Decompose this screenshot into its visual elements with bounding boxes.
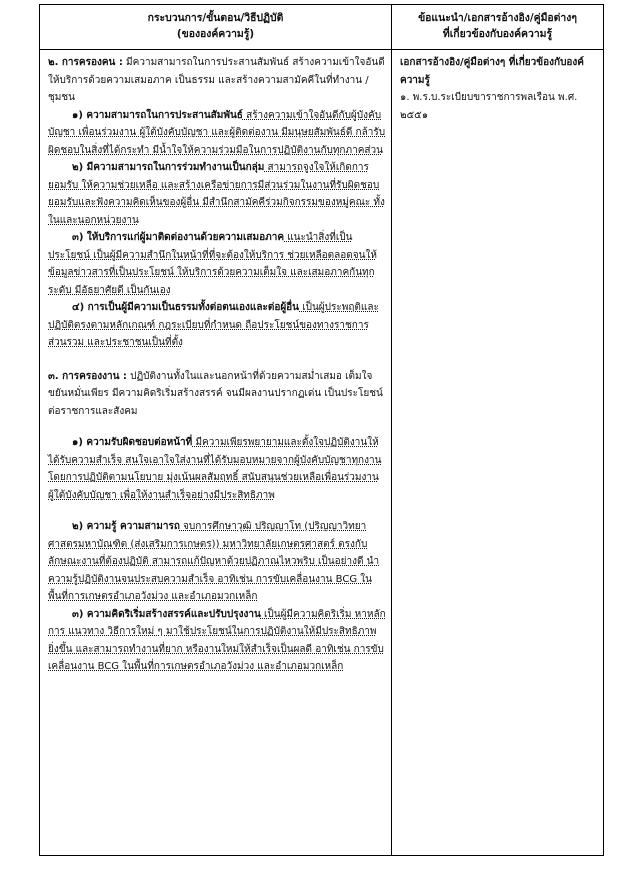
header-process-column — [40, 5, 392, 50]
work-item-1 — [48, 434, 386, 504]
people-item-4-text: เป็นผู้ประพฤติและปฏิบัติตรงตามหลักเกณฑ์ กฎระเบียบที่กำหนด ถือประโยชน์ของทางราชการ ส่วนรวม และประชาชนเป็นที่ตั้ง — [48, 302, 379, 348]
work-item-2-text: จบการศึกษาวุฒิ ปริญญาโท (ปริญญาวิทยาศาสตรมหาบัณฑิต (ส่งเสริมการเกษตร)) มหาวิทยาลัยเกษตรศาสตร์ ตรงกับลักษณะงานที่ต้องปฏิบัติ สามารถแก้ปัญหาด้วยปฏิภาณไหวพริบ เป็นอย่างดี นำความรู้ปฏิบัติงานจนประสบความสำเร็จ อาทิเช่น การขับเคลื่อนงาน BCG ในพื้นที่การเกษตรอำเภอวังม่วง และอำเภอมวกเหล็ก — [48, 521, 380, 602]
people-item-4-heading: ๔) การเป็นผู้มีความเป็นธรรมทั้งต่อตนเองและต่อผู้อื่น — [72, 302, 300, 313]
header-process-line2: (ขององค์ความรู้) — [176, 28, 255, 40]
reference-title: เอกสารอ้างอิง/คู่มือต่างๆ ที่เกี่ยวข้องกับองค์ความรู้ — [400, 57, 584, 86]
people-item-2-text: สามารถจูงใจให้เกิดการยอมรับ ให้ความช่วยเหลือ และสร้างเครือข่ายการมีส่วนร่วมในงานที่รับผิดชอบ ยอมรับและฟังความคิดเห็นของผู้อื่น มีสำนึกสามัคคีร่วมกิจกรรมของหมู่คณะ ทั้งในและนอกหน่วยงาน — [48, 162, 385, 226]
section-spacer-2 — [48, 420, 386, 434]
section-spacer-3 — [48, 504, 386, 518]
people-item-3-text: แนะนำสิ่งที่เป็นประโยชน์ เป็นผู้มีความสำนึกในหน้าที่ที่จะต้องให้บริการ ช่วยเหลือตลอดจนให้ข้อมูลข่าวสารที่เป็นประโยชน์ ให้บริการด้วยความเต็มใจ และเสมอภาคกันทุกระดับ มีอัธยาศัยดี เป็นกันเอง — [48, 232, 377, 296]
people-item-3-heading: ๓) ให้บริการแก่ผู้มาติดต่องานด้วยความเสมอภาค — [72, 232, 285, 243]
people-item-1-text: สร้างความเข้าใจอันดีกับผู้บังคับบัญชา เพื่อนร่วมงาน ผู้ใต้บังคับบัญชา และผู้ติดต่องาน มีมนุษยสัมพันธ์ดี กล้ารับผิดชอบในสิ่งที่ได้กระทำ มีน้ำใจให้ความร่วมมือในการปฏิบัติงานกับทุกภาคส่วน — [48, 109, 386, 156]
people-item-4 — [48, 299, 386, 352]
people-item-1-heading: ๑) ความสามารถในการประสานสัมพันธ์ — [72, 109, 243, 121]
header-process-line1: กระบวนการ/ขั้นตอน/วิธีปฏิบัติ — [147, 12, 284, 24]
work-item-2 — [48, 518, 386, 606]
people-item-2-heading: ๒) มีความสามารถในการร่วมทำงานเป็นกลุ่ม — [72, 162, 265, 173]
table-header-row — [40, 5, 604, 50]
work-item-1-heading: ๑) ความรับผิดชอบต่อหน้าที่ — [72, 437, 193, 448]
work-item-3-text: เป็นผู้มีความคิดริเริ่ม หาหลักการ แนวทาง วิธีการใหม่ ๆ มาใช้ประโยชน์ในการปฏิบัติงานให้มีประสิทธิภาพยิ่งขึ้น และสามารถทำงานที่ยาก หรืองานใหม่ให้สำเร็จเป็นผลดี อาทิเช่น การขับเคลื่อนงาน BCG ในพื้นที่การเกษตรอำเภอวังม่วง และอำเภอมวกเหล็ก — [48, 608, 386, 672]
work-item-2-heading: ๒) ความรู้ ความสามารถ — [72, 521, 180, 532]
work-item-3 — [48, 606, 386, 676]
reference-cell — [392, 50, 604, 856]
section-work-text: ปฏิบัติงานทั้งในและนอกหน้าที่ด้วยความสม่ำเสมอ เต็มใจ ขยันหมั่นเพียร มีความคิดริเริ่มสร้างสรรค์ จนมีผลงานปรากฏเด่น เป็นประโยชน์ต่อราชการและสังคม — [48, 370, 383, 417]
table-body-row — [40, 50, 604, 856]
section-work-heading: ๓. การครองงาน : — [48, 370, 127, 382]
section-spacer — [48, 352, 386, 368]
reference-item-1: ๑. พ.ร.บ.ระเบียบขาราชการพลเรือน พ.ศ. ๒๕๕๑ — [400, 92, 578, 121]
process-cell — [40, 50, 392, 856]
work-item-3-heading: ๓) ความคิดริเริ่มสร้างสรรค์และปรับปรุงงาน — [72, 608, 261, 620]
header-reference-line2: ที่เกี่ยวข้องกับองค์ความรู้ — [442, 28, 553, 40]
work-item-1-text: มีความเพียรพยายามและตั้งใจปฏิบัติงานให้ได้รับความสำเร็จ สนใจเอาใจใส่งานที่ได้รับมอบหมายจากผู้บังคับบัญชาทุกงาน โดยการปฏิบัติตามนโยบาย มุ่งเน้นผลสัมฤทธิ์ สนับสนุนช่วยเหลือเพื่อนร่วมงาน ผู้ใต้บังคับบัญชา เพื่อให้งานสำเร็จอย่างมีประสิทธิภาพ — [48, 437, 382, 501]
people-item-1 — [48, 107, 386, 160]
header-reference-column — [392, 5, 604, 50]
section-work-paragraph — [48, 368, 386, 421]
section-people-heading: ๒. การครองคน : — [48, 57, 123, 68]
people-item-3 — [48, 229, 386, 299]
people-item-2 — [48, 159, 386, 229]
section-people-text: มีความสามารถในการประสานสัมพันธ์ สร้างความเข้าใจอันดี ให้บริการด้วยความเสมอภาค เป็นธรรม และสร้างความสามัคคีในที่ทำงาน / ชุมชน — [48, 57, 385, 103]
knowledge-table — [39, 4, 604, 856]
section-people-paragraph — [48, 54, 386, 107]
header-reference-line1: ข้อแนะนำ/เอกสารอ้างอิง/คู่มือต่างๆ — [418, 12, 577, 24]
